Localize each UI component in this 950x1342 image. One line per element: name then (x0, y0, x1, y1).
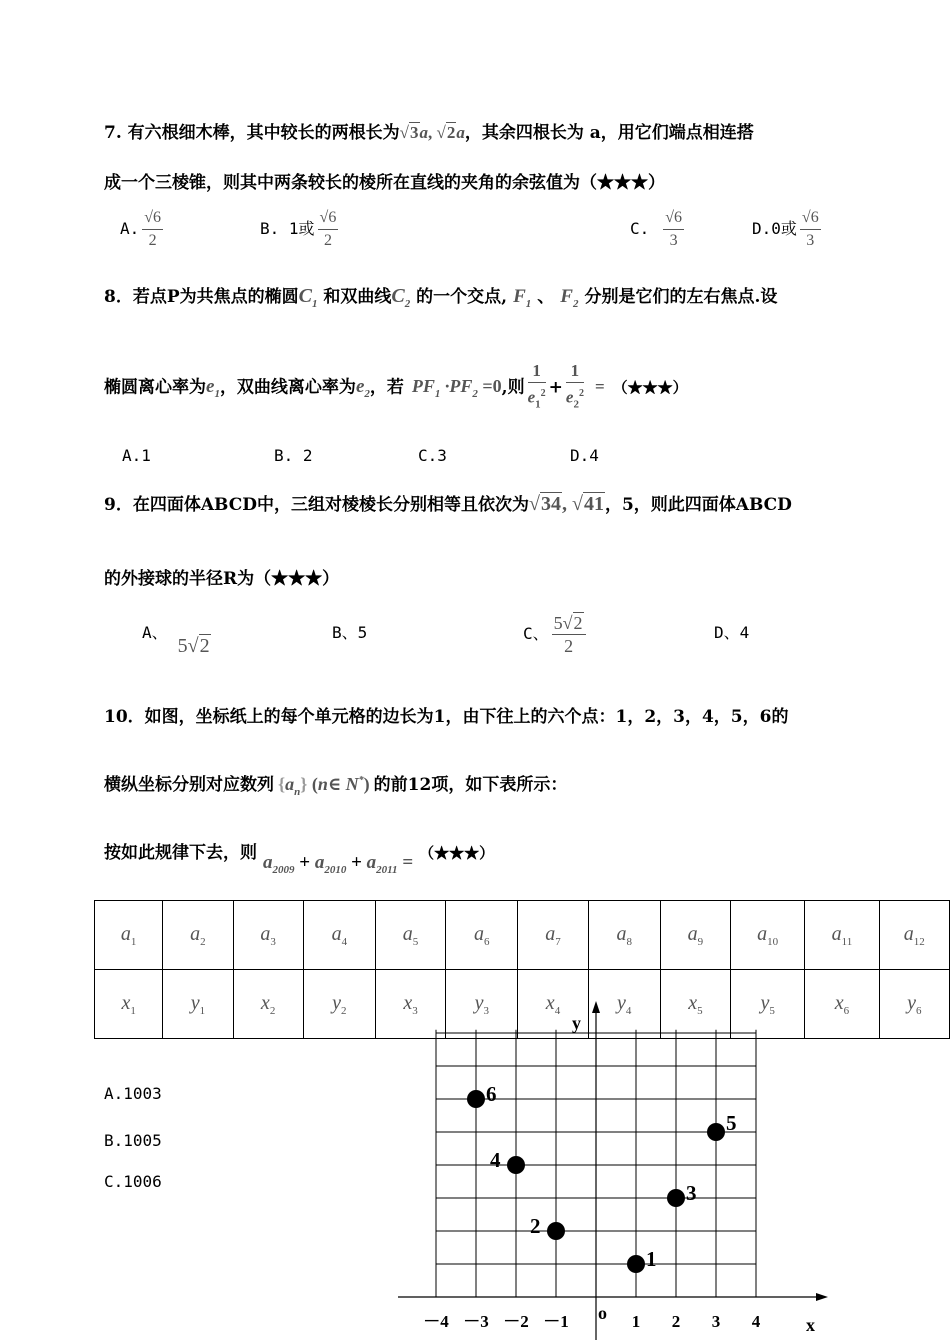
table-cell: $a_{12}$ (879, 901, 949, 970)
x-tick-label: 4 (751, 1312, 761, 1331)
q10-option-a[interactable]: A.1003 (104, 1084, 162, 1103)
table-cell: $x_1$ (95, 970, 163, 1039)
q10-option-b[interactable]: B.1005 (104, 1131, 162, 1150)
x-axis-label: x (806, 1315, 815, 1335)
q7-text-b: ，其余四根长为 a，用它们端点相连搭 (464, 123, 754, 143)
q8-option-d[interactable]: D.4 (570, 446, 599, 465)
q7-line2: 成一个三棱锥，则其中两条较长的棱所在直线的夹角的余弦值为（★★★） (104, 173, 665, 193)
q8-option-a[interactable]: A.1 (122, 446, 151, 465)
table-cell: $a_2$ (163, 901, 233, 970)
table-cell: $x_3$ (375, 970, 445, 1039)
q9-option-b[interactable]: B、5 (332, 623, 368, 642)
x-tick-label: 3 (711, 1312, 721, 1331)
y-axis-label: y (572, 1013, 581, 1033)
table-cell: $a_7$ (518, 901, 588, 970)
table-cell: $a_3$ (233, 901, 303, 970)
point-label: 4 (490, 1148, 501, 1172)
q7-text-a: 7. 有六根细木棒，其中较长的两根长为 (104, 123, 400, 143)
table-cell: $y_2$ (303, 970, 375, 1039)
x-tick-label: －2 (503, 1312, 529, 1331)
data-point (547, 1222, 565, 1240)
data-point (627, 1255, 645, 1273)
point-label: 5 (726, 1111, 737, 1135)
data-point (667, 1189, 685, 1207)
q10-line1: 10．如图，坐标纸上的每个单元格的边长为1，由下往上的六个点：1，2，3，4，5，6的 (104, 707, 789, 727)
data-point (507, 1156, 525, 1174)
coordinate-graph (380, 995, 850, 1340)
q9-math-lengths: √34, √41 (528, 493, 604, 515)
x-tick-label: －3 (463, 1312, 489, 1331)
x-tick-label: 2 (671, 1312, 681, 1331)
q10-line3: 按如此规律下去，则 $a_{2009} + a_{2010} + a_{2011}$ = （★★★） (104, 843, 495, 876)
q9-option-d[interactable]: D、4 (714, 623, 750, 642)
q7-line1 (104, 118, 754, 143)
table-cell: $a_9$ (660, 901, 730, 970)
x-axis-arrow (816, 1293, 828, 1301)
q9-line1: 9．在四面体ABCD中，三组对棱棱长分别相等且依次为√34, √41，5，则此四面体ABCD (104, 493, 792, 515)
data-point (467, 1090, 485, 1108)
x-tick-label: －4 (423, 1312, 449, 1331)
q10-line2: 横纵坐标分别对应数列 $\{a_n\}$ (n∈ N*) 的前12项，如下表所示： (104, 774, 568, 798)
q9-line2: 的外接球的半径R为（★★★） (104, 569, 340, 589)
table-cell: $y_4$ (588, 970, 660, 1039)
q8-option-c[interactable]: C.3 (418, 446, 447, 465)
table-cell: $x_6$ (805, 970, 879, 1039)
table-row (95, 901, 950, 970)
y-axis-arrow (592, 1001, 600, 1013)
q9-option-a[interactable]: A、5√2 (142, 623, 210, 657)
x-tick-label: －1 (543, 1312, 569, 1331)
table-cell: $y_1$ (163, 970, 233, 1039)
x-tick-label: 1 (631, 1312, 641, 1331)
point-label: 2 (530, 1214, 541, 1238)
origin-label: o (598, 1303, 607, 1323)
q8-option-b[interactable]: B. 2 (274, 446, 313, 465)
table-cell: $a_6$ (446, 901, 518, 970)
q8-line1: 8．若点P为共焦点的椭圆$C_1$ 和双曲线$C_2$ 的一个交点, $F_1$ 、 $F_2$ 分别是它们的左右焦点.设 (104, 285, 778, 310)
point-label: 6 (486, 1082, 497, 1106)
q10-option-c[interactable]: C.1006 (104, 1172, 162, 1191)
table-cell: $y_3$ (446, 970, 518, 1039)
q7-math-lengths: √3a, √2a (399, 123, 465, 142)
q7-option-c[interactable]: C. $\frac{√6}{3}$ (630, 209, 683, 249)
table-cell: $a_8$ (588, 901, 660, 970)
table-cell: $a_1$ (95, 901, 163, 970)
table-cell: $a_{11}$ (805, 901, 879, 970)
table-cell: $x_4$ (518, 970, 588, 1039)
table-cell: $a_{10}$ (731, 901, 805, 970)
q8-line2: 椭圆离心率为$e_1$，双曲线离心率为$e_2$，若 $PF_1 \cdot PF_2 =0$,则 $\frac{1}{e_1^2}$ + $\frac{1}{e_2^2}$ = （★★★） (104, 361, 688, 411)
point-label: 3 (686, 1181, 697, 1205)
q7-option-d[interactable]: D.0或 $\frac{√6}{3}$ (752, 209, 819, 249)
q7-option-a[interactable]: A. $\frac{√6}{2}$ (120, 209, 162, 249)
table-cell: $a_5$ (375, 901, 445, 970)
table-cell: $x_2$ (233, 970, 303, 1039)
point-label: 1 (646, 1247, 657, 1271)
q7-option-b[interactable]: B. 1或 $\frac{√6}{2}$ (260, 209, 337, 249)
table-cell: $x_5$ (660, 970, 730, 1039)
table-cell: $y_6$ (879, 970, 949, 1039)
q9-option-c[interactable]: C、 $\frac{5√2}{2}$ (523, 612, 589, 657)
table-cell: $a_4$ (303, 901, 375, 970)
table-cell: $y_5$ (731, 970, 805, 1039)
data-point (707, 1123, 725, 1141)
